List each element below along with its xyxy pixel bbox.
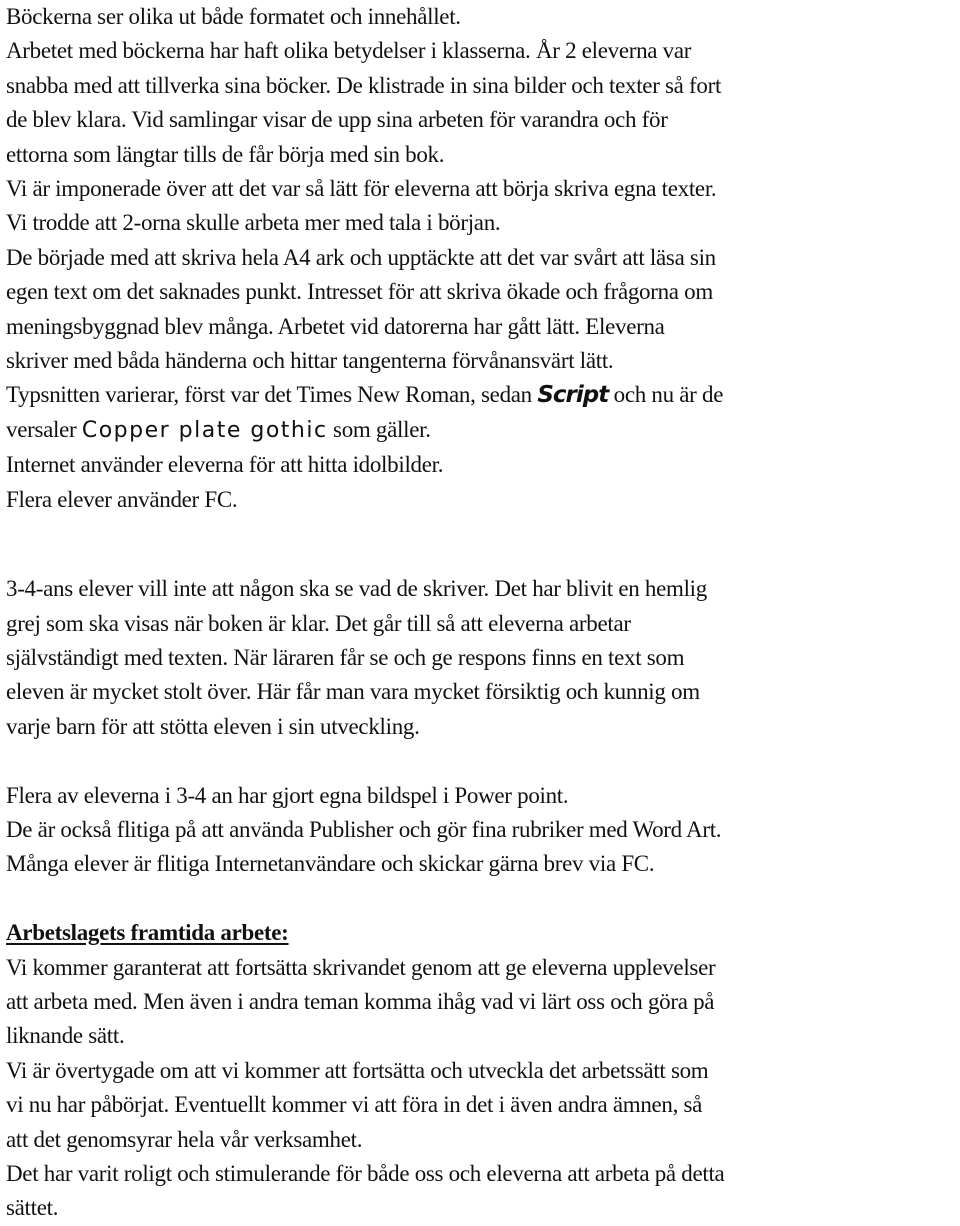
text-line: De är också flitiga på att använda Publisher och gör fina rubriker med Word Art.	[6, 816, 722, 842]
text-line: Flera av eleverna i 3-4 an har gjort egna bildspel i Power point.	[6, 782, 569, 808]
text-line: snabba med att tillverka sina böcker. De klistrade in sina bilder och texter så fort	[6, 72, 722, 98]
text-line: de blev klara. Vid samlingar visar de upp sina arbeten för varandra och för	[6, 107, 668, 133]
paragraph-book-formats	[6, 0, 956, 517]
text-line: Flera elever använder FC.	[6, 486, 238, 512]
text-line: Internet använder eleverna för att hitta idolbilder.	[6, 452, 444, 478]
text-line-typsnitt	[6, 378, 956, 412]
text-line: eleven är mycket stolt över. Här får man vara mycket försiktig och kunnig om	[6, 679, 700, 705]
text-line: liknande sätt.	[6, 1023, 125, 1049]
paragraph-3-4-elever	[6, 572, 956, 744]
text-segment: och nu är de	[608, 382, 724, 408]
spacer	[6, 744, 956, 778]
text-line: att arbeta med. Men även i andra teman komma ihåg vad vi lärt oss och göra på	[6, 988, 715, 1014]
text-line: grej som ska visas när boken är klar. Det går till så att eleverna arbetar	[6, 610, 631, 636]
text-line: Arbetet med böckerna har haft olika betydelser i klasserna. År 2 eleverna var	[6, 38, 692, 64]
text-segment: versaler	[6, 416, 82, 442]
text-line: skriver med båda händerna och hittar tangenterna förvånansvärt lätt.	[6, 348, 614, 374]
section-heading: Arbetslagets framtida arbete:	[6, 920, 289, 946]
text-line: självständigt med texten. När läraren får se och ge respons finns en text som	[6, 644, 685, 670]
text-line: 3-4-ans elever vill inte att någon ska se vad de skriver. Det har blivit en hemlig	[6, 576, 707, 602]
text-line: Det har varit roligt och stimulerande för både oss och eleverna att arbeta på detta	[6, 1160, 725, 1186]
paragraph-bildspel	[6, 779, 956, 882]
text-line: Böckerna ser olika ut både formatet och innehållet.	[6, 4, 461, 29]
text-line: sättet.	[6, 1195, 59, 1221]
text-line: varje barn för att stötta eleven i sin utveckling.	[6, 713, 420, 739]
script-font-sample: Script	[537, 382, 609, 409]
text-line: egen text om det saknades punkt. Intresset för att skriva ökade och frågorna om	[6, 279, 713, 305]
copper-font-sample: Copper plate gothic	[81, 417, 328, 443]
text-line: Vi kommer garanterat att fortsätta skrivandet genom att ge eleverna upplevelser	[6, 954, 716, 980]
paragraph-framtida-arbete	[6, 916, 956, 1226]
text-line: meningsbyggnad blev många. Arbetet vid datorerna har gått lätt. Eleverna	[6, 313, 665, 339]
text-line: Många elever är flitiga Internetanvändare och skickar gärna brev via FC.	[6, 851, 655, 877]
text-line: De började med att skriva hela A4 ark och upptäckte att det var svårt att läsa sin	[6, 244, 716, 270]
text-segment: som gäller.	[327, 416, 431, 442]
text-line: att det genomsyrar hela vår verksamhet.	[6, 1126, 363, 1152]
text-line: ettorna som längtar tills de får börja med sin bok.	[6, 141, 445, 167]
document-page	[6, 0, 956, 1226]
text-segment: Typsnitten varierar, först var det Times New Roman, sedan	[6, 382, 538, 408]
text-line: Vi är imponerade över att det var så lätt för eleverna att börja skriva egna texter.	[6, 176, 717, 202]
spacer	[6, 882, 956, 916]
text-line: Vi är övertygade om att vi kommer att fortsätta och utveckla det arbetssätt som	[6, 1057, 709, 1083]
text-line: vi nu har påbörjat. Eventuellt kommer vi att föra in det i även andra ämnen, så	[6, 1092, 703, 1118]
text-line-versaler	[6, 413, 956, 448]
text-line: Vi trodde att 2-orna skulle arbeta mer med tala i början.	[6, 210, 501, 236]
spacer	[6, 517, 956, 572]
